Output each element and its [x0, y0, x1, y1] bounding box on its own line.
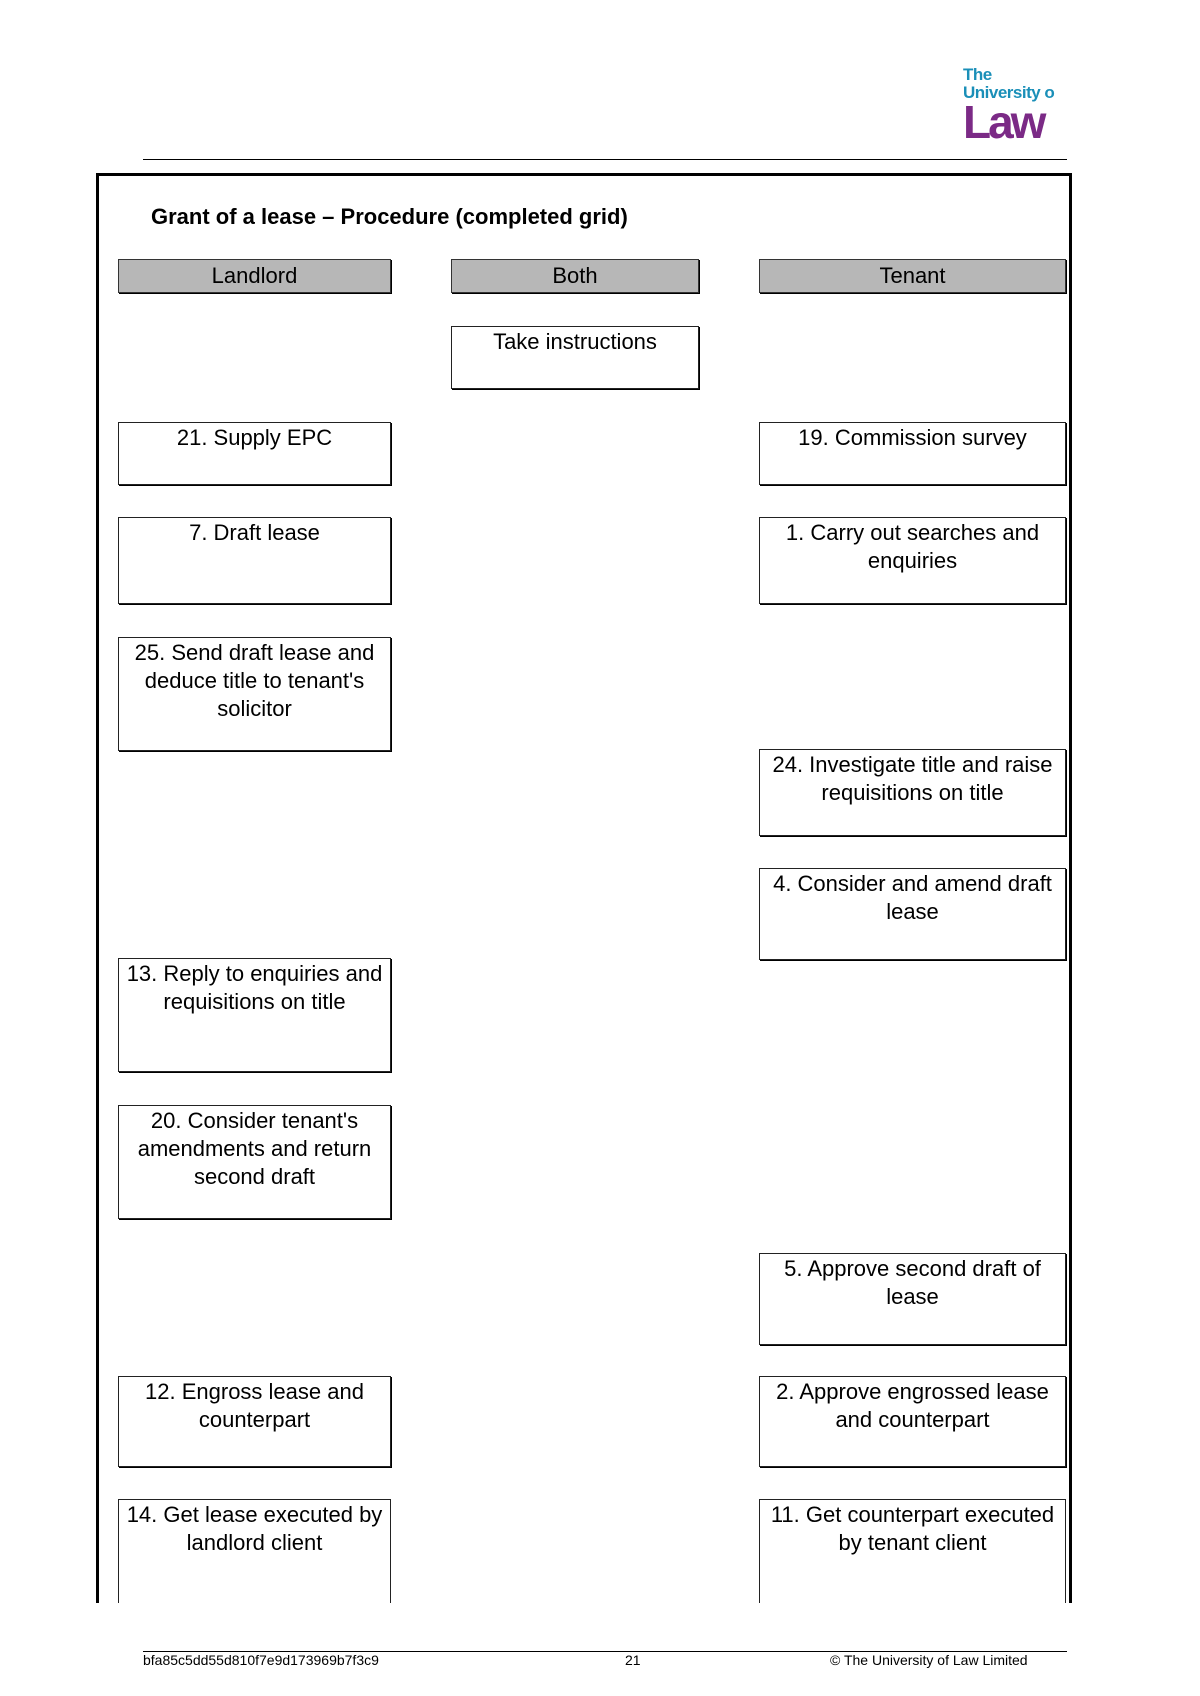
column-header-landlord: Landlord — [118, 259, 391, 293]
step-engross-lease: 12. Engross lease and counterpart — [118, 1376, 391, 1467]
column-header-both: Both — [451, 259, 699, 293]
logo-line-2: University o — [963, 83, 1055, 102]
step-investigate-title: 24. Investigate title and raise requisitions on title — [759, 749, 1066, 836]
footer-page-number: 21 — [625, 1652, 641, 1668]
step-amend-draft-lease: 4. Consider and amend draft lease — [759, 868, 1066, 960]
column-header-tenant: Tenant — [759, 259, 1066, 293]
step-send-draft-lease: 25. Send draft lease and deduce title to tenant's solicitor — [118, 637, 391, 751]
step-take-instructions: Take instructions — [451, 326, 699, 389]
step-supply-epc: 21. Supply EPC — [118, 422, 391, 485]
header-divider — [143, 159, 1067, 160]
step-searches-and-enquiries: 1. Carry out searches and enquiries — [759, 517, 1066, 604]
step-landlord-execution: 14. Get lease executed by landlord client — [118, 1499, 391, 1603]
step-approve-engrossment: 2. Approve engrossed lease and counterpart — [759, 1376, 1066, 1467]
logo-line-3: Law — [963, 96, 1044, 148]
step-draft-lease: 7. Draft lease — [118, 517, 391, 604]
footer-copyright: © The University of Law Limited — [830, 1652, 1028, 1668]
step-consider-amendments: 20. Consider tenant's amendments and return second draft — [118, 1105, 391, 1219]
logo-line-1: The — [963, 65, 992, 84]
page-title: Grant of a lease – Procedure (completed grid) — [151, 204, 628, 229]
footer-reference: bfa85c5dd55d810f7e9d173969b7f3c9 — [143, 1652, 379, 1668]
step-tenant-execution: 11. Get counterpart executed by tenant client — [759, 1499, 1066, 1603]
university-of-law-logo — [963, 66, 1063, 146]
step-commission-survey: 19. Commission survey — [759, 422, 1066, 485]
step-reply-to-enquiries: 13. Reply to enquiries and requisitions on title — [118, 958, 391, 1072]
step-approve-second-draft: 5. Approve second draft of lease — [759, 1253, 1066, 1345]
